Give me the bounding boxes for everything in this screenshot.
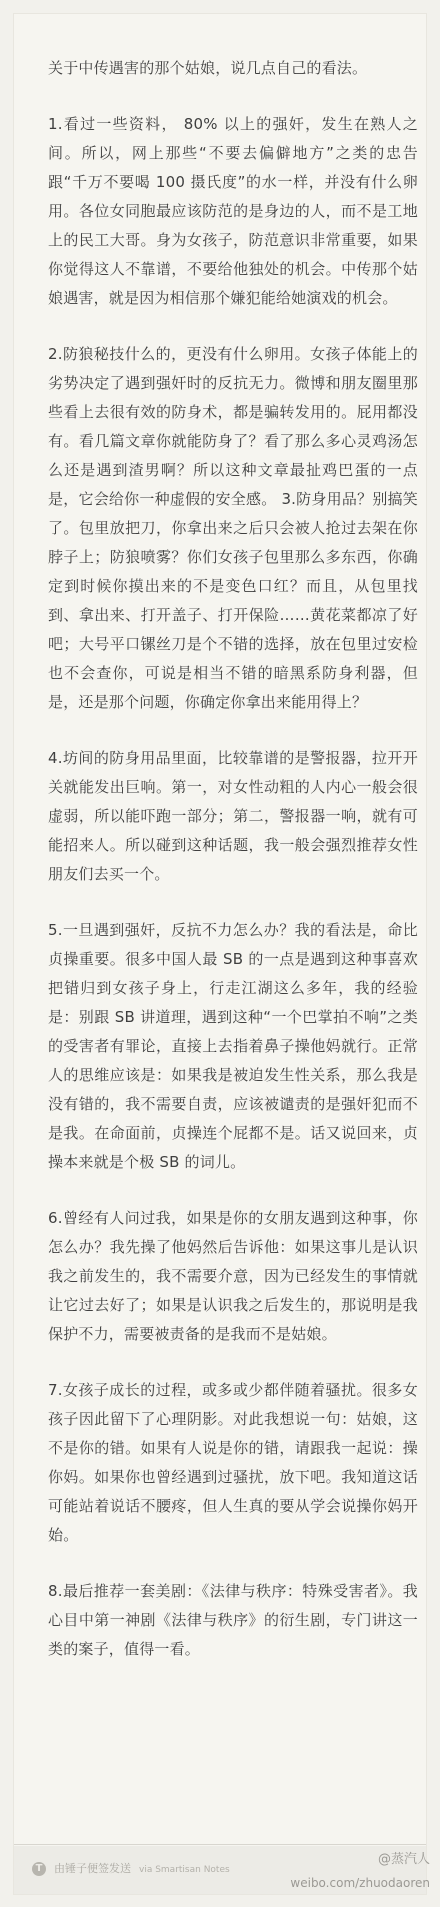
note-paragraph-5: 5.一旦遇到强奸，反抗不力怎么办？我的看法是，命比贞操重要。很多中国人最 SB 的一点是遇到这种事喜欢把错归到女孩子身上，行走江湖这么多年，我的经验是：别跟 SB 讲道理，遇到这种“一个巴掌拍不响”之类的受害者有罪论，直接上去指着鼻子操他妈就行。正常人的思维应该是：如果我是被迫发生性关系，那么我是没有错的，我不需要自责，应该被谴责的是强奸犯而不是我。在命面前，贞操连个屁都不是。话又说回来，贞操本来就是个极 SB 的词儿。 xyxy=(48,921,418,1171)
note-paragraph-6: 6.曾经有人问过我，如果是你的女朋友遇到这种事，你怎么办？我先操了他妈然后告诉他：如果这事儿是认识我之前发生的，我不需要介意，因为已经发生的事情就让它过去好了；如果是认识我之后发生的，那说明是我保护不力，需要被责备的是我而不是姑娘。 xyxy=(48,1209,418,1343)
note-paragraph-1: 1.看过一些资料， 80% 以上的强奸，发生在熟人之间。所以，网上那些“不要去偏僻地方”之类的忠告跟“千万不要喝 100 摄氏度”的水一样，并没有什么卵用。各位女同胞最应该防范的是身边的人，而不是工地上的民工大哥。身为女孩子，防范意识非常重要，如果你觉得这人不靠谱，不要给他独处的机会。中传那个姑娘遇害，就是因为相信那个嫌犯能给她演戏的机会。 xyxy=(48,115,418,307)
note-card xyxy=(14,14,426,1894)
note-body xyxy=(48,54,418,1691)
footer-label-en: via Smartisan Notes xyxy=(139,1865,230,1875)
watermark-username: @蒸汽人 xyxy=(377,1852,430,1867)
note-paragraph-7: 7.女孩子成长的过程，或多或少都伴随着骚扰。很多女孩子因此留下了心理阴影。对此我想说一句：姑娘，这不是你的错。如果有人说是你的错，请跟我一起说：操你妈。如果你也曾经遇到过骚扰，放下吧。我知道这话可能站着说话不腰疼，但人生真的要从学会说操你妈开始。 xyxy=(48,1381,418,1544)
note-paragraph-intro: 关于中传遇害的那个姑娘，说几点自己的看法。 xyxy=(48,59,368,77)
watermark-url: weibo.com/zhuodaoren xyxy=(290,1876,430,1890)
note-paragraph-2-3: 2.防狼秘技什么的，更没有什么卵用。女孩子体能上的劣势决定了遇到强奸时的反抗无力。微博和朋友圈里那些看上去很有效的防身术，都是骗转发用的。屁用都没有。看几篇文章你就能防身了？看了那么多心灵鸡汤怎么还是遇到渣男啊？所以这种文章最扯鸡巴蛋的一点是，它会给你一种虚假的安全感。 3.防身用品？别搞笑了。包里放把刀，你拿出来之后只会被人抢过去架在你脖子上；防狼喷雾？你们女孩子包里那么多东西，你确定到时候你摸出来的不是变色口红？而且，从包里找到、拿出来、打开盖子、打开保险……黄花菜都凉了好吧；大号平口镙丝刀是个不错的选择，放在包里过安检也不会查你，可说是相当不错的暗黑系防身利器，但是，还是那个问题，你确定你拿出来能用得上？ xyxy=(48,345,418,711)
footer-divider xyxy=(14,1844,426,1845)
note-paragraph-4: 4.坊间的防身用品里面，比较靠谱的是警报器，拉开开关就能发出巨响。第一，对女性动粗的人内心一般会很虚弱，所以能吓跑一部分；第二，警报器一响，就有可能招来人。所以碰到这种话题，我一般会强烈推荐女性朋友们去买一个。 xyxy=(48,749,418,883)
note-paragraph-8: 8.最后推荐一套美剧：《法律与秩序：特殊受害者》。我心目中第一神剧《法律与秩序》的衍生剧，专门讲这一类的案子，值得一看。 xyxy=(48,1582,418,1658)
footer-label-zh: 由锤子便签发送 xyxy=(54,1862,131,1875)
footer-sent-via xyxy=(54,1860,230,1876)
smartisan-logo-icon: T xyxy=(32,1862,46,1876)
